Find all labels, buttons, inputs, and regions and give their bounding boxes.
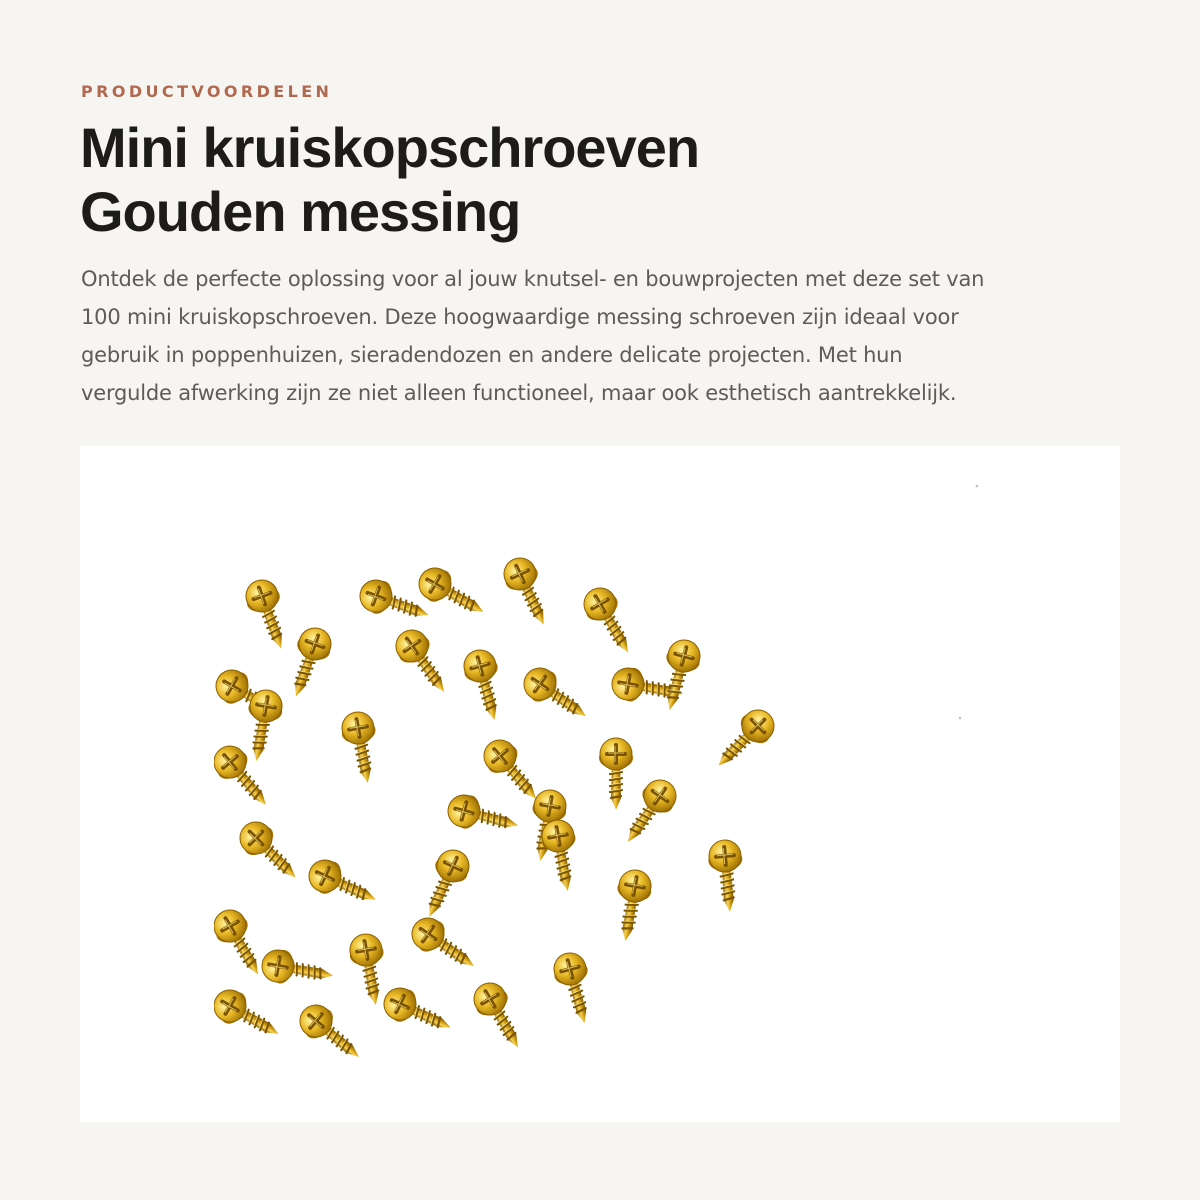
gold-screws-photo-icon (80, 446, 1120, 1122)
product-title-line-2: Gouden messing (80, 180, 521, 243)
section-eyebrow: PRODUCTVOORDELEN (81, 82, 333, 101)
product-title (80, 116, 699, 244)
product-title-line-1: Mini kruiskopschroeven (80, 116, 700, 179)
product-description (81, 260, 1101, 412)
description-line-3: gebruik in poppenhuizen, sieradendozen en andere delicate projecten. Met hun (81, 343, 903, 367)
description-line-2: 100 mini kruiskopschroeven. Deze hoogwaardige messing schroeven zijn ideaal voor (81, 305, 959, 329)
description-line-1: Ontdek de perfecte oplossing voor al jouw knutsel- en bouwprojecten met deze set van (81, 267, 985, 291)
product-photo (80, 446, 1120, 1122)
description-line-4: vergulde afwerking zijn ze niet alleen functioneel, maar ook esthetisch aantrekkelijk. (81, 381, 957, 405)
